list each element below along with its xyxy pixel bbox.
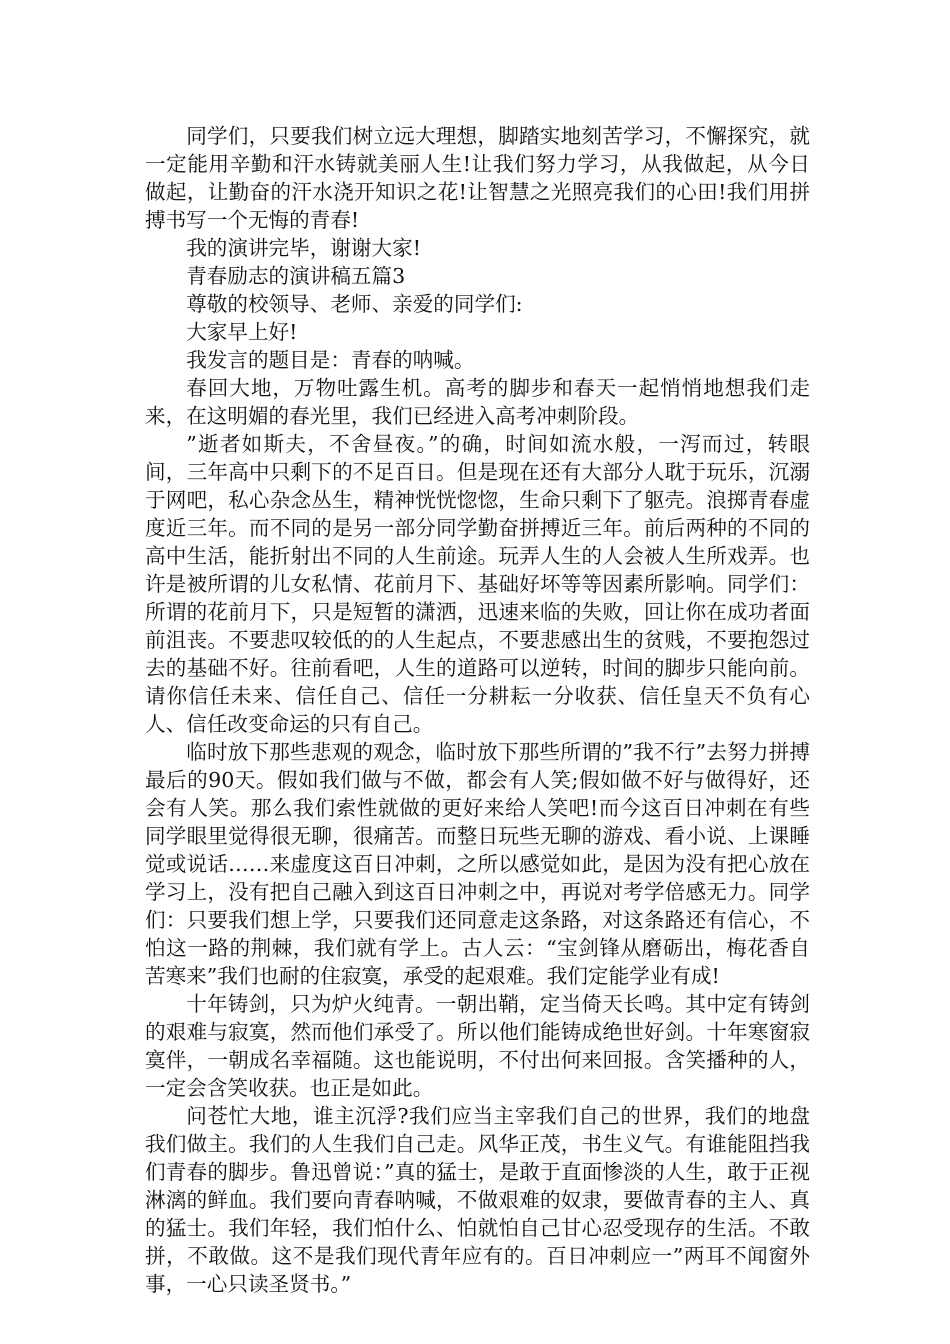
paragraph-spring: 春回大地，万物吐露生机。高考的脚步和春天一起悄悄地想我们走来，在这明媚的春光里，我们已经进入高考冲刺阶段。 (145, 376, 810, 428)
greeting: 大家早上好! (186, 320, 298, 344)
paragraph-sword: 十年铸剑，只为炉火纯青。一朝出鞘，定当倚天长鸣。其中定有铸剑的艰难与寂寞，然而他们承受了。所以他们能铸成绝世好剑。十年寒窗寂寞伴，一朝成名幸福随。这也能说明，不付出何来回报。含笑播种的人，一定会含笑收获。也正是如此。 (145, 992, 810, 1100)
paragraph-closing: 我的演讲完毕，谢谢大家! (186, 236, 421, 260)
speech-topic: 我发言的题目是：青春的呐喊。 (186, 348, 475, 372)
salutation: 尊敬的校领导、老师、亲爱的同学们: (186, 292, 523, 316)
paragraph-intro: 同学们，只要我们树立远大理想，脚踏实地刻苦学习，不懈探究，就一定能用辛勤和汗水铸就美丽人生!让我们努力学习，从我做起，从今日做起，让勤奋的汗水浇开知识之花!让智慧之光照亮我们的心田!我们用拼搏书写一个无悔的青春! (145, 124, 810, 232)
paragraph-90-days: 临时放下那些悲观的观念，临时放下那些所谓的”我不行”去努力拼搏最后的90天。假如我们做与不做，都会有人笑;假如做不好与做得好，还会有人笑。那么我们索性就做的更好来给人笑吧!而今这百日冲刺在有些同学眼里觉得很无聊，很痛苦。而整日玩些无聊的游戏、看小说、上课睡觉或说话……来虚度这百日冲刺，之所以感觉如此，是因为没有把心放在学习上，没有把自己融入到这百日冲刺之中，再说对考学倍感无力。同学们：只要我们想上学，只要我们还同意走这条路，对这条路还有信心，不怕这一路的荆棘，我们就有学上。古人云：“宝剑锋从磨砺出，梅花香自苦寒来”我们也耐的住寂寞，承受的起艰难。我们定能学业有成! (145, 740, 810, 988)
paragraph-time: ”逝者如斯夫，不舍昼夜。”的确，时间如流水般，一泻而过，转眼间，三年高中只剩下的不足百日。但是现在还有大部分人耽于玩乐，沉溺于网吧，私心杂念丛生，精神恍恍惚惚，生命只剩下了躯壳。浪掷青春虚度近三年。而不同的是另一部分同学勤奋拼搏近三年。前后两种的不同的高中生活，能折射出不同的人生前途。玩弄人生的人会被人生所戏弄。也许是被所谓的儿女私情、花前月下、基础好坏等等因素所影响。同学们：所谓的花前月下，只是短暂的潇洒，迅速来临的失败，回让你在成功者面前沮丧。不要悲叹较低的的人生起点，不要悲感出生的贫贱，不要抱怨过去的基础不好。往前看吧，人生的道路可以逆转，时间的脚步只能向前。请你信任未来、信任自己、信任一分耕耘一分收获、信任皇天不负有心人、信任改变命运的只有自己。 (145, 432, 810, 736)
paragraph-youth-shout: 问苍忙大地，谁主沉浮?我们应当主宰我们自己的世界，我们的地盘我们做主。我们的人生我们自己走。风华正茂，书生义气。有谁能阻挡我们青春的脚步。鲁迅曾说：”真的猛士，是敢于直面惨淡的人生，敢于正视淋漓的鲜血。我们要向青春呐喊，不做艰难的奴隶，要做青春的主人、真的猛士。我们年轻，我们怕什么、怕就怕自己甘心忍受现存的生活。不敢拼，不敢做。这不是我们现代青年应有的。百日冲刺应一”两耳不闻窗外事，一心只读圣贤书。” (145, 1104, 810, 1296)
section-heading: 青春励志的演讲稿五篇3 (186, 264, 406, 288)
document-page (145, 122, 810, 1298)
